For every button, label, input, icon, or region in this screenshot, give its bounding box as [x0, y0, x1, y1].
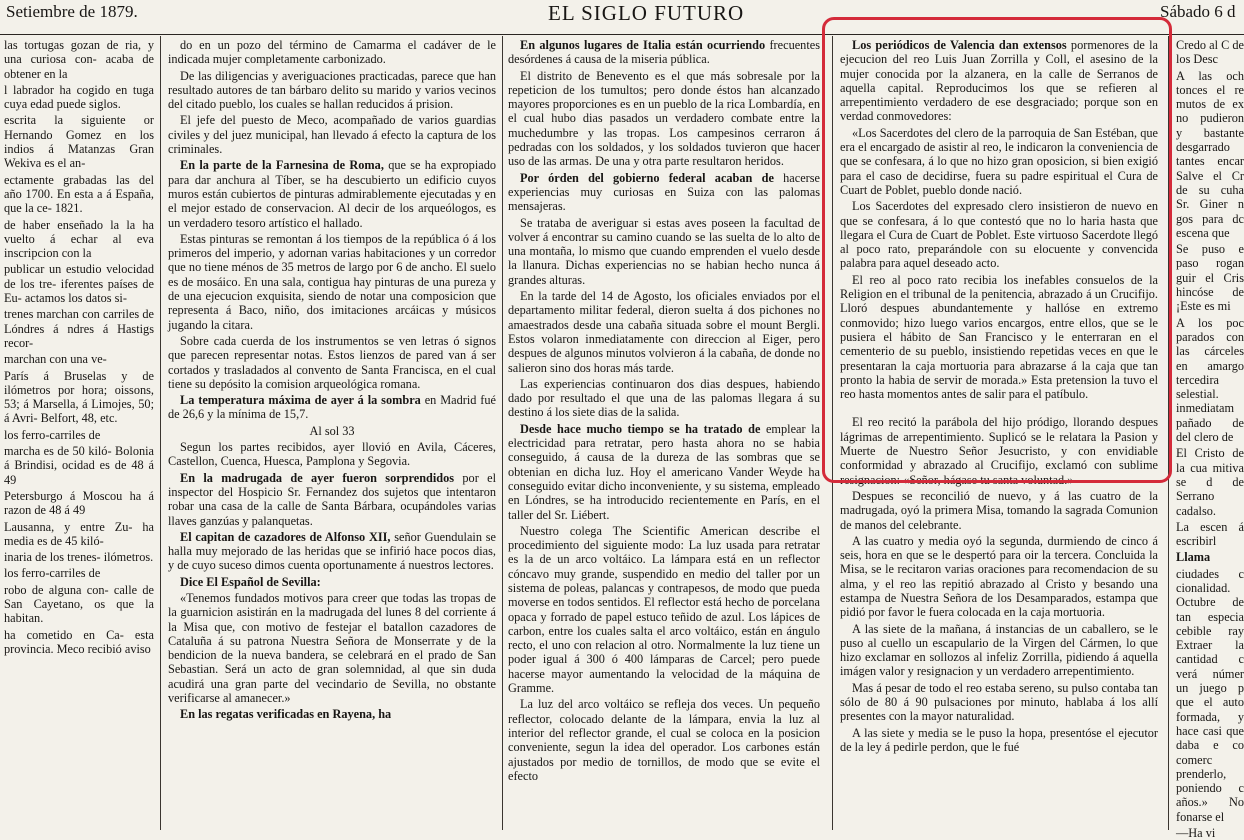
article-continuation — [840, 415, 1158, 754]
paragraph-lead: En algunos lugares de Italia están ocurriendo — [520, 38, 766, 52]
paragraph-text: Credo al C de los Desc — [1176, 38, 1244, 67]
paragraph-text: las tortugas gozan de ria, y una curiosa con- acaba de obtener en la — [4, 38, 154, 81]
paragraph — [4, 428, 154, 442]
paragraph-text: El reo recitó la parábola del hijo pródigo, llorando despues lágrimas de arrepentimiento. Suplicó se le relatara la Pasion y Muerte de Nuestro Señor Jesucristo, y con envidiable conformidad y abrazado al Crucifijo, exclamó con sublime resignacion: «Señor, hágase tu santa voluntad.» — [840, 415, 1158, 487]
paragraph-text: de haber enseñado la la ha vuelto á echar al eva inscripcion con la — [4, 217, 154, 261]
paragraph-text: emplear la electricidad para retratar, pero hasta ahora no se habia conseguido, á causa de la dureza de las sombras que se obtenian en dicha luz. Hoy el americano Vander Weyde ha conseguido evitar dicho inconveniente, y su sistema, empleado en Lóndres, se ha introducido recientemente en París, en el taller del Sr. Liébert. — [508, 421, 821, 522]
paragraph — [4, 566, 154, 580]
paragraph — [508, 422, 820, 522]
paragraph — [4, 550, 154, 564]
paragraph — [840, 199, 1158, 270]
paragraph — [168, 575, 496, 589]
paragraph — [840, 489, 1158, 532]
paragraph-text: A los poc parados con las cárceles en amargo tercedira selestial. inmediatam pañado de del clero de — [1176, 315, 1244, 445]
paragraph — [4, 113, 154, 170]
paragraph — [508, 377, 820, 420]
paragraph-text: El distrito de Benevento es el que más sobresale por la repeticion de los tumultos; pero donde éstos han alcanzado mayores proporciones es en un pueblo de la rica Lombardía, en el cual hubo dias pasados un verdadero combate entre la muchedumbre y las tropas. Los campesinos cerraron á pedradas con los soldados, y los soldados tuvieron que hacer uso de las armas. De una y otra parte resultaron heridos. — [508, 68, 820, 169]
paragraph — [508, 216, 820, 287]
paragraph-lead: Desde hace mucho tiempo se ha tratado de — [520, 421, 761, 436]
paragraph-lead: El capitan de cazadores de Alfonso XII, — [180, 529, 391, 544]
paragraph-text: —Ha vi — [1176, 826, 1216, 840]
highlighted-article — [840, 38, 1158, 401]
paragraph — [4, 262, 154, 305]
paragraph — [1176, 446, 1244, 517]
paragraph — [168, 158, 496, 229]
paragraph-text: El reo al poco rato recibia los inefables consuelos de la Religion en el tribunal de la penitencia, abrazado á un Crucifijo. Lloró despues abundantemente y hallóse en extremo conmovido; hizo luego varios encargos, entre ellos, que se le pusiera el hábito de San Francisco y le enterraran en el cementerio de su pueblo, insistiendo repetidas veces en que le presentaran la caja mortuoria para abrazarse á la caja que tan pronto la habia de servir de morada.» Esta pretension la tuvo el reo hasta momentos antes de salir para el patíbulo. — [840, 272, 1158, 402]
paragraph — [4, 444, 154, 487]
column-rule — [502, 36, 503, 830]
masthead — [0, 0, 1244, 35]
paragraph — [840, 622, 1158, 679]
paragraph-text: A las siete de la mañana, á instancias de un caballero, se le puso al cuello un escapulario de la Virgen del Cármen, lo que hizo exclamar en sollozos al infeliz Zorrilla, pidiendo á aquella imágen valor y resignacion y un verdadero arrepentimiento. — [840, 621, 1158, 679]
paragraph-text: publicar un estudio velocidad de los tre- iferentes países de Eu- actamos los datos si- — [4, 262, 154, 306]
paragraph — [1176, 242, 1244, 313]
paragraph — [508, 171, 820, 214]
paragraph-lead: Por órden del gobierno federal acaban de — [520, 170, 774, 185]
paragraph-text: que se ha expropiado para dar anchura al Tíber, se ha descubierto un edificio cuyos muros están cubiertos de pinturas admirablemente ejecutadas y en el mejor estado de conservacion. Al decir de los arqueólogos, es un verdadero tesoro artístico el hallado. — [168, 158, 496, 230]
paragraph — [4, 218, 154, 261]
paragraph — [840, 38, 1158, 124]
column-2 — [168, 38, 496, 830]
paragraph: Al sol 33 — [309, 423, 355, 438]
paragraph: Llama — [1176, 550, 1211, 565]
paragraph-lead: En las regatas verificadas en Rayena, ha — [180, 707, 392, 722]
column-rule — [1168, 36, 1169, 830]
paragraph — [1176, 567, 1244, 824]
paragraph-text: hacerse experiencias muy curiosas en Suiza con las palomas mensajeras. — [508, 170, 820, 214]
paragraph-text: A las cuatro y media oyó la segunda, durmiendo de cinco á seis, hora en que se le despertó para oir la tercera. Concluida la Misa, se le recitaron varias oraciones para recomendacion de su alma, y el reo las repitió abrazado al Cristo y besando una estampa de Nuestra Señora de los Desamparados, estampa que pidió por favor le fuera colocada en la caja mortuoria. — [840, 533, 1158, 620]
paragraph — [508, 524, 820, 696]
paragraph — [4, 173, 154, 216]
paragraph — [508, 69, 820, 169]
paragraph — [1176, 520, 1244, 549]
paragraph — [840, 273, 1158, 402]
paragraph-text: marchan con una ve- — [4, 352, 107, 367]
paragraph-text: París á Bruselas y de ilómetros por hora; oissons, 53; á Marsella, á Limojes, 50; á Avri- Belfort, 48, etc. — [4, 368, 154, 426]
paragraph-text: pormenores de la ejecucion del reo Luis Juan Zorrilla y Coll, el asesino de la mujer conocida por la alzanera, en la calle de Serranos de aquella capital. Reproducimos los que se refieren al arrepentimiento verdadero de ese desgraciado; porque son en verdad conmovedores: — [840, 38, 1158, 124]
paragraph — [168, 69, 496, 112]
paragraph-text: Despues se reconcilió de nuevo, y á las cuatro de la madrugada, oyó la primera Misa, tomando la sagrada Comunion de manos del celebrante. — [840, 488, 1158, 532]
paragraph-text: por el inspector del Hospicio Sr. Fernandez dos sujetos que intentaron robar una casa de la calle de Santa Bárbara, ocupándoles varias llaves ganzúas y palanquetas. — [168, 470, 496, 528]
paragraph — [508, 697, 820, 783]
column-rule — [160, 36, 161, 830]
column-4 — [840, 38, 1158, 830]
paragraph-text: Sobre cada cuerda de los instrumentos se ven letras ó signos que parecen representar notas. Estos lienzos de pared van á ser cortados y trasladados al convento de Santa Francisca, en el cual tiene su depósito la comision arqueológica romana. — [168, 333, 496, 391]
paragraph-text: Nuestro colega The Scientific American describe el procedimiento del siguiente modo: La luz usada para retratar es la de un arco voltáico. La lámpara está en un reflector cóncavo muy grande, suspendido en medio del taller por un sistema de poleas, palancas y contrapesos, de modo que pueda moverse en todos sentidos. El reflector está hecho de porcelana opaca y forrado de papel estuco teñido de azul. Los lápices de carbon, entre los cuales salta el arco voltáico, están en ángulo recto, el uno con relacion al otro. Normalmente la luz tiene un poder igual á 300 ó 400 lámparas de Carcel; pero puede hacerse mayor aumentando la velocidad de la máquina de Gramme. — [508, 523, 820, 696]
paragraph-text: Las experiencias continuaron dos dias despues, habiendo dado por resultado el que una de las palomas llegara á su destino á los siete dias de la salida. — [508, 376, 820, 420]
paragraph — [4, 489, 154, 518]
paragraph — [4, 83, 154, 112]
paragraph-text: do en un pozo del término de Camarma el cadáver de le indicada mujer completamente carbonizado. — [168, 38, 496, 67]
paragraph — [4, 307, 154, 350]
paragraph — [168, 440, 496, 469]
newspaper-title: EL SIGLO FUTURO — [548, 1, 745, 25]
paragraph — [4, 369, 154, 426]
paragraph-text: los ferro-carriles de — [4, 427, 101, 442]
paragraph-text: ciudades c cionalidad. Octubre de tan especia cebible ray Extraer la cantidad c verá númer un juego p que el auto formada, y hace casi que daba e co comerc prenderlo, poniendo c años.» No fonarse el — [1176, 566, 1244, 824]
column-1 — [4, 38, 154, 830]
paragraph-text: Mas á pesar de todo el reo estaba sereno, su pulso contaba tan sólo de 80 á 90 pulsaciones por minuto, hablaba á los allí presentes con la mayor naturalidad. — [840, 680, 1158, 724]
paragraph-text: escrita la siguiente or Hernando Gomez en los indios á Matanzas Gran Wekiva es el an- — [4, 113, 154, 171]
masthead-day: Sábado 6 d — [1160, 2, 1236, 21]
paragraph-text: marcha es de 50 kiló- Bolonia á Brindisi, ocidad es de 48 á 49 — [4, 444, 154, 487]
paragraph — [4, 352, 154, 366]
paragraph-text: robo de alguna con- calle de San Cayetano, os que la habitan. — [4, 582, 154, 626]
paragraph — [168, 38, 496, 67]
paragraph-lead: En la madrugada de ayer fueron sorprendidos — [180, 470, 455, 485]
paragraph — [840, 126, 1158, 197]
paragraph-text: Estas pinturas se remontan á los tiempos de la república ó á los primeros del imperio, y adornan varias habitaciones y un corredor que no tiene ménos de 35 metros de largo por 6 de ancho. El suelo es de mosáico. En una sala, contigua hay pinturas de una pureza y de una ejecucion exquisita, siendo de notar una composicion que representa á Baco, niño, dos imitaciones arcáicas y músicos jugando la citara. — [168, 231, 496, 332]
paragraph-text: ectamente grabadas las del año 1700. En esta a á España, que la ce- 1821. — [4, 172, 154, 216]
paragraph-text: De las diligencias y averiguaciones practicadas, parece que han resultado autores de tan bárbaro delito su marido y varios vecinos del citado pueblo, los cuales se hallan reducidos á prision. — [168, 68, 496, 112]
paragraph-text: inaria de los trenes- ilómetros. — [4, 550, 154, 565]
paragraph-lead: Los periódicos de Valencia dan extensos — [852, 38, 1067, 52]
paragraph-text: Lausanna, y entre Zu- ha media es de 45 kiló- — [4, 519, 154, 548]
paragraph — [168, 334, 496, 391]
paragraph-text: en Madrid fué de 26,6 y la mínima de 15,7. — [168, 393, 496, 422]
paragraph-text: l labrador ha cogido en tuga cuya edad puede siglos. — [4, 82, 154, 112]
paragraph — [168, 471, 496, 528]
paragraph-lead: Dice El Español de Sevilla: — [180, 574, 321, 589]
paragraph-text: frecuentes desórdenes á causa de la miseria pública. — [508, 38, 820, 67]
paragraph-text: ha cometido en Ca- esta provincia. Meco recibió aviso — [4, 627, 154, 656]
paragraph — [4, 583, 154, 626]
paragraph-text: Se trataba de averiguar si estas aves poseen la facultad de volver á encontrar su camino cuando se las suelta de lo alto de una montaña, lo mismo que cuando emprenden el vuelo desde la llanura. Dichas experiencias no se habian hecho nunca á grandes alturas. — [508, 215, 820, 287]
paragraph — [4, 38, 154, 81]
paragraph — [508, 38, 820, 67]
paragraph-text: los ferro-carriles de — [4, 566, 101, 581]
paragraph-text: «Tenemos fundados motivos para creer que todas las tropas de la guarnicion asistirán en la madrugada del lunes 8 del corriente á la Misa que, con motivo de festejar el batallon cazadores de Cataluña á su patrona Nuestra Señora de Monserrate y de la bendicion de la nueva bandera, se celebrará en el prado de San Sebastian. Será un acto de gran solemnidad, al que sin duda acudirá una gran parte del vecindario de Sevilla, no obstante verificarse al amanecer.» — [168, 590, 496, 706]
paragraph — [4, 520, 154, 549]
paragraph — [840, 726, 1158, 755]
column-5 — [1176, 38, 1244, 840]
paragraph — [840, 681, 1158, 724]
paragraph-text: Se puso e paso rogan guir el Cris hincóse de ¡Este es mi — [1176, 242, 1244, 314]
paragraph-text: A las siete y media se le puso la hopa, presentóse el ejecutor de la ley á pedirle perdon, que le fué — [840, 725, 1158, 754]
paragraph — [840, 534, 1158, 620]
paragraph — [1176, 38, 1244, 67]
paragraph — [840, 415, 1158, 486]
paragraph-text: En la tarde del 14 de Agosto, los oficiales enviados por el departamento militar federal, dieron suelta á dos pichones no amaestrados desde una cabaña situada sobre el mount Bergli. Estos volaron inmediatamente con direccion al Eiger, pero despues de algunos minutos volvieron á la cabaña, de donde no salieron sino dos horas más tarde. — [508, 289, 820, 375]
paragraph-lead: La temperatura máxima de ayer á la sombra — [180, 393, 421, 408]
paragraph — [168, 530, 496, 573]
column-rule — [832, 36, 833, 830]
paragraph — [168, 393, 496, 422]
paragraph — [168, 707, 496, 721]
paragraph — [1176, 826, 1244, 840]
paragraph-text: A las och tonces el re mutos de ex no pudieron y bastante desgarrado tantes encar Salve el Cr de su cuha Sr. Giner n gos para dc escena que — [1176, 68, 1244, 240]
paragraph-text: señor Guendulain se halla muy mejorado de las heridas que se infirió hace pocos dias, y de cuyo suceso dimos cuenta oportunamente á nuestros lectores. — [168, 529, 496, 573]
paragraph-text: «Los Sacerdotes del clero de la parroquia de San Estéban, que era el encargado de asistir al reo, le indicaron la conveniencia de que se confesara, á lo que no hizo gran oposicion, si bien exigió para el caso de decidirse, fuera su padre espiritual el Cura de Cuart de Poblet, pueblo donde nació. — [840, 125, 1158, 197]
paragraph-text: El jefe del puesto de Meco, acompañado de varios guardias civiles y del juez municipal, han llevado á efecto la captura de los criminales. — [168, 113, 496, 157]
paragraph — [168, 591, 496, 705]
paragraph — [1176, 69, 1244, 241]
paragraph-text: Segun los partes recibidos, ayer llovió en Avila, Cáceres, Castellon, Cuenca, Huesca, Pamplona y Segovia. — [168, 440, 496, 469]
paragraph-text: La escen á escribirl — [1176, 519, 1244, 549]
paragraph-text: La luz del arco voltáico se refleja dos veces. Un pequeño reflector, colocado delante de la lámpara, envia la luz al interior del reflector grande, el cual se coloca en la posicion conveniente, segun la idea del operador. Los carbones están ajustados por medio de tornillos, de modo que se evite el efecto — [508, 697, 820, 783]
paragraph — [1176, 316, 1244, 445]
paragraph — [4, 628, 154, 657]
masthead-date: Setiembre de 1879. — [6, 2, 138, 21]
column-3 — [508, 38, 820, 830]
paragraph-text: Petersburgo á Moscou ha á razon de 48 á 49 — [4, 488, 154, 518]
paragraph-text: El Cristo de la cua mitiva se d de Serrano cadalso. — [1176, 446, 1244, 518]
paragraph-text: trenes marchan con carriles de Lóndres á ndres á Hastigs recor- — [4, 307, 154, 350]
paragraph — [168, 113, 496, 156]
paragraph — [168, 232, 496, 332]
paragraph-lead: En la parte de la Farnesina de Roma, — [180, 158, 384, 173]
paragraph — [508, 289, 820, 375]
paragraph-text: Los Sacerdotes del expresado clero insistieron de nuevo en que se confesara, á lo que contestó que no lo haria hasta que llegara el Cura de Cuart de Poblet. Este virtuoso Sacerdote llegó al poco rato, preparándole con su elocuente y convencida palabra para aquel deseado acto. — [840, 199, 1158, 271]
